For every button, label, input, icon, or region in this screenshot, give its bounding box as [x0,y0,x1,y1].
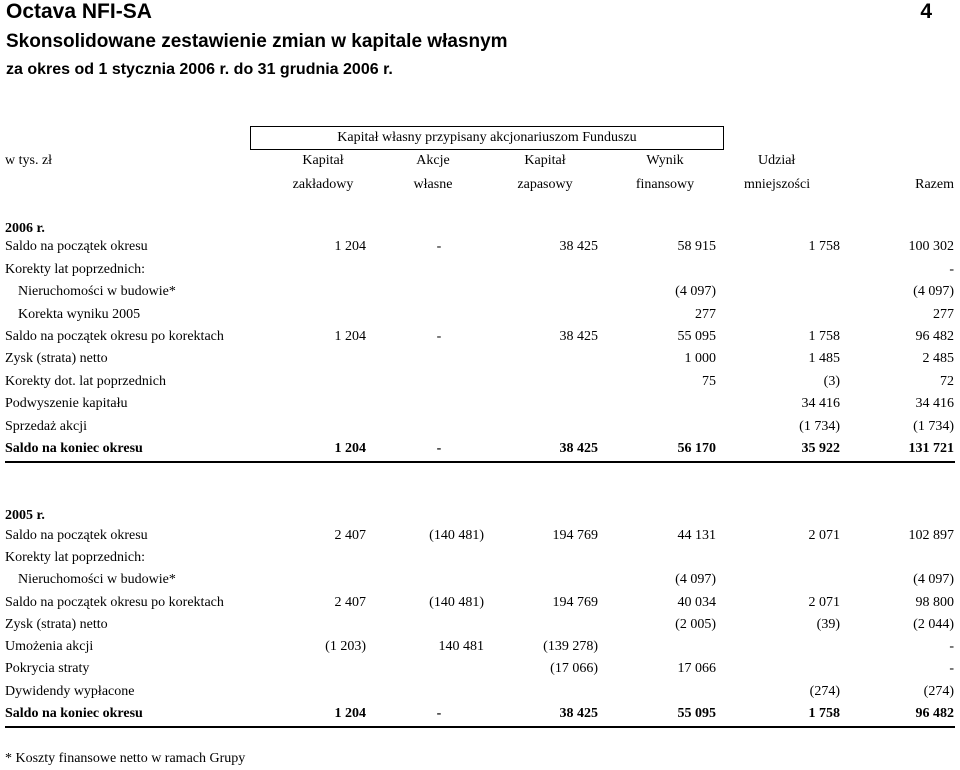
company-name: Octava NFI-SA [6,0,152,23]
statement-period: za okres od 1 stycznia 2006 r. do 31 grudnia 2006 r. [6,61,393,78]
row-value: (4 097) [675,572,716,587]
row-value: 2 407 [334,595,366,610]
row-value: 1 758 [808,329,840,344]
row-value: 1 758 [808,239,840,254]
row-value: - [436,329,442,344]
section-title: 2005 r. [5,508,45,523]
row-value: (4 097) [913,572,954,587]
row-value: 40 034 [677,595,716,610]
row-value: 277 [933,307,954,322]
row-value: 17 066 [677,661,716,676]
row-value: 1 204 [334,239,366,254]
row-value: 1 204 [334,441,366,456]
row-label: Saldo na początek okresu [5,239,148,254]
row-value: 55 095 [677,329,716,344]
row-label: Sprzedaż akcji [5,419,88,434]
total-rule [5,461,955,463]
row-value: (274) [809,684,840,699]
row-value: 2 485 [922,351,954,366]
row-value: (140 481) [429,528,484,543]
row-label: Umożenia akcji [5,639,94,654]
row-value: 1 204 [334,329,366,344]
row-label: Saldo na koniec okresu [5,441,143,456]
row-value: (1 734) [913,419,954,434]
row-value: (2 005) [675,617,716,632]
row-value: 55 095 [677,706,716,721]
statement-title: Skonsolidowane zestawienie zmian w kapitale własnym [6,31,508,52]
unit-label: w tys. zł [5,153,53,168]
row-value: 38 425 [559,239,598,254]
row-value: (2 044) [913,617,954,632]
row-value: 58 915 [677,239,716,254]
row-value: - [949,262,954,277]
row-value: 131 721 [908,441,954,456]
row-label: Nieruchomości w budowie* [18,572,176,587]
row-value: (4 097) [913,284,954,299]
row-value: 72 [940,374,954,389]
row-value: 277 [695,307,716,322]
row-label: Saldo na początek okresu po korektach [5,595,224,610]
row-label: Pokrycia straty [5,661,90,676]
row-value: (4 097) [675,284,716,299]
col-minority-l2: mniejszości [744,177,811,192]
row-value: (39) [816,617,840,632]
row-value: (1 203) [325,639,366,654]
row-value: 102 897 [908,528,954,543]
row-value: 100 302 [908,239,954,254]
row-value: 75 [702,374,716,389]
row-value: 35 922 [801,441,840,456]
row-value: (139 278) [543,639,598,654]
row-value: (3) [823,374,840,389]
col-own-shares-l1: Akcje [416,153,450,168]
row-label: Korekty lat poprzednich: [5,262,145,277]
row-value: - [436,706,442,721]
col-share-capital-l2: zakładowy [292,177,354,192]
col-own-shares-l2: własne [413,177,453,192]
row-value: 1 758 [808,706,840,721]
col-reserve-capital-l1: Kapitał [524,153,566,168]
row-value: 96 482 [915,329,954,344]
row-value: - [949,639,954,654]
row-label: Zysk (strata) netto [5,351,108,366]
row-value: 194 769 [552,595,598,610]
row-value: 98 800 [915,595,954,610]
row-value: (140 481) [429,595,484,610]
row-label: Podwyszenie kapitału [5,396,128,411]
row-label: Saldo na początek okresu po korektach [5,329,224,344]
col-reserve-capital-l2: zapasowy [517,177,573,192]
row-label: Korekty lat poprzednich: [5,550,145,565]
row-value: 38 425 [559,329,598,344]
row-value: 2 071 [808,595,840,610]
total-rule [5,726,955,728]
row-value: (1 734) [799,419,840,434]
row-value: 38 425 [559,706,598,721]
row-value: - [436,239,442,254]
row-value: - [949,661,954,676]
row-value: 2 071 [808,528,840,543]
row-label: Korekta wyniku 2005 [18,307,141,322]
col-result-l1: Wynik [646,153,684,168]
row-value: 2 407 [334,528,366,543]
row-value: (17 066) [550,661,598,676]
page-number: 4 [920,0,932,23]
row-value: 1 485 [808,351,840,366]
row-value: 96 482 [915,706,954,721]
row-value: 56 170 [677,441,716,456]
row-label: Dywidendy wypłacone [5,684,135,699]
row-value: 1 000 [684,351,716,366]
row-label: Korekty dot. lat poprzednich [5,374,166,389]
row-value: (274) [923,684,954,699]
row-value: - [436,441,442,456]
row-value: 1 204 [334,706,366,721]
col-share-capital-l1: Kapitał [302,153,344,168]
row-value: 34 416 [801,396,840,411]
col-total-l2: Razem [915,177,954,192]
row-value: 38 425 [559,441,598,456]
row-value: 140 481 [438,639,484,654]
row-value: 194 769 [552,528,598,543]
section-title: 2006 r. [5,221,45,236]
row-label: Nieruchomości w budowie* [18,284,176,299]
footnote: * Koszty finansowe netto w ramach Grupy [5,751,246,766]
row-value: 34 416 [915,396,954,411]
row-value: 44 131 [677,528,716,543]
equity-group-header: Kapitał własny przypisany akcjonariuszom Funduszu [337,130,637,145]
col-result-l2: finansowy [635,177,695,192]
col-minority-l1: Udział [758,153,796,168]
row-label: Saldo na koniec okresu [5,706,143,721]
row-label: Saldo na początek okresu [5,528,148,543]
row-label: Zysk (strata) netto [5,617,108,632]
